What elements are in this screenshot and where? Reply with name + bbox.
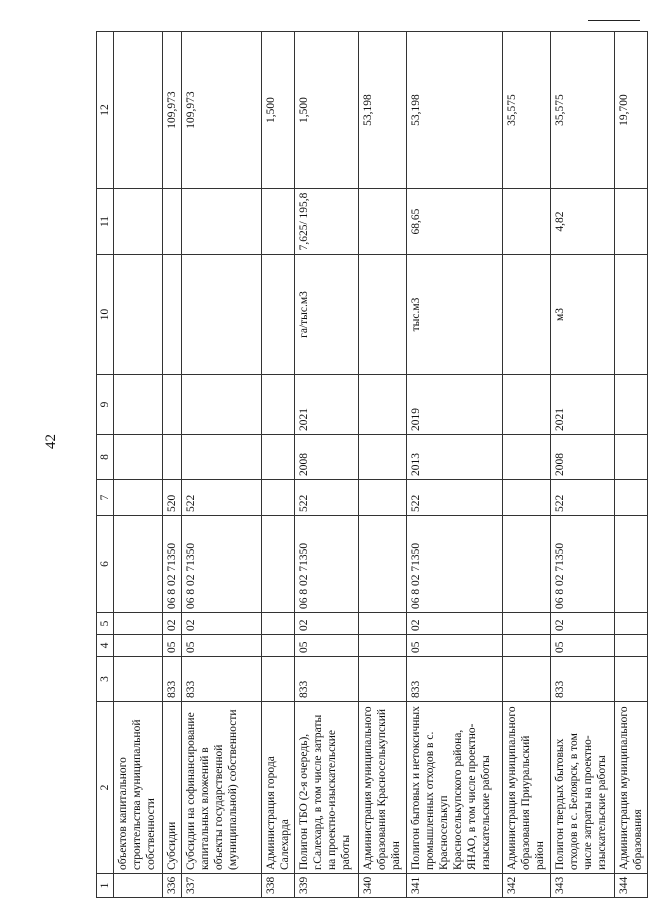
- row-name: Администрация муниципального образования Приуральский район: [503, 702, 551, 874]
- cell-grbs: [503, 657, 551, 702]
- table-row: [182, 32, 262, 898]
- cell-subsection: 02: [163, 613, 182, 635]
- row-name: Субсидии: [163, 702, 182, 874]
- cell-target-article: 06 8 02 71350: [407, 516, 503, 613]
- header-row: [97, 32, 114, 898]
- cell-capacity: 7,625/ 195,8: [295, 189, 359, 255]
- row-name: Полигон ТБО (2-я очередь), г.Салехард, в том числе затраты на проектно-изыскательские работы: [295, 702, 359, 874]
- cell-start-year: 2013: [407, 435, 503, 480]
- cell-target-article: [503, 516, 551, 613]
- cell-subsection: 02: [182, 613, 262, 635]
- cell-unit: [359, 255, 407, 375]
- table-row: [359, 32, 407, 898]
- cell-expense-type: 522: [407, 480, 503, 516]
- cell-start-year: [163, 435, 182, 480]
- cell-end-year: 2021: [551, 375, 615, 435]
- cell-capacity: [503, 189, 551, 255]
- table-row: [295, 32, 359, 898]
- cell-grbs: 833: [551, 657, 615, 702]
- header-cell: 10: [97, 255, 114, 375]
- cell-capacity: 4,82: [551, 189, 615, 255]
- row-number: 343: [551, 874, 615, 898]
- cell-amount: 53,198: [359, 32, 407, 189]
- cell-grbs: [114, 657, 163, 702]
- cell-start-year: [114, 435, 163, 480]
- cell-expense-type: [503, 480, 551, 516]
- cell-end-year: [359, 375, 407, 435]
- cell-unit: [182, 255, 262, 375]
- cell-unit: [163, 255, 182, 375]
- row-number: 339: [295, 874, 359, 898]
- header-cell: 6: [97, 516, 114, 613]
- table-row: [163, 32, 182, 898]
- header-cell: 8: [97, 435, 114, 480]
- cell-expense-type: [359, 480, 407, 516]
- cell-expense-type: 520: [163, 480, 182, 516]
- table-row: [407, 32, 503, 898]
- cell-section: 05: [295, 635, 359, 657]
- cell-grbs: [359, 657, 407, 702]
- header-cell: 3: [97, 657, 114, 702]
- cell-start-year: 2008: [551, 435, 615, 480]
- cell-subsection: 02: [295, 613, 359, 635]
- table-row: [503, 32, 551, 898]
- cell-end-year: [182, 375, 262, 435]
- cell-capacity: [359, 189, 407, 255]
- row-number: 338: [262, 874, 295, 898]
- cell-expense-type: [114, 480, 163, 516]
- cell-capacity: [114, 189, 163, 255]
- cell-section: [359, 635, 407, 657]
- cell-unit: [114, 255, 163, 375]
- page-number: 42: [43, 434, 59, 449]
- header-cell: 2: [97, 702, 114, 874]
- header-cell: 1: [97, 874, 114, 898]
- row-number: 337: [182, 874, 262, 898]
- cell-unit: тыс.м3: [407, 255, 503, 375]
- table-row: [615, 32, 648, 898]
- cell-amount: 53,198: [407, 32, 503, 189]
- cell-capacity: [182, 189, 262, 255]
- row-number: [114, 874, 163, 898]
- table-row: [114, 32, 163, 898]
- cell-target-article: [359, 516, 407, 613]
- cell-target-article: [114, 516, 163, 613]
- cell-end-year: [114, 375, 163, 435]
- cell-target-article: 06 8 02 71350: [182, 516, 262, 613]
- cell-grbs: 833: [295, 657, 359, 702]
- cell-amount: 19,700: [615, 32, 648, 189]
- cell-amount: 109,973: [163, 32, 182, 189]
- cell-subsection: 02: [407, 613, 503, 635]
- cell-subsection: [262, 613, 295, 635]
- cell-start-year: [503, 435, 551, 480]
- cell-end-year: 2021: [295, 375, 359, 435]
- cell-end-year: 2019: [407, 375, 503, 435]
- cell-grbs: [615, 657, 648, 702]
- cell-unit: [615, 255, 648, 375]
- cell-grbs: 833: [407, 657, 503, 702]
- cell-end-year: [163, 375, 182, 435]
- cell-unit: [262, 255, 295, 375]
- cell-start-year: [262, 435, 295, 480]
- cell-amount: 109,973: [182, 32, 262, 189]
- table-row: [262, 32, 295, 898]
- cell-expense-type: 522: [295, 480, 359, 516]
- row-name: Администрация муниципального образования: [615, 702, 648, 874]
- cell-subsection: [503, 613, 551, 635]
- cell-start-year: [615, 435, 648, 480]
- row-number: 340: [359, 874, 407, 898]
- cell-grbs: [262, 657, 295, 702]
- cell-capacity: [163, 189, 182, 255]
- cell-amount: [114, 32, 163, 189]
- cell-subsection: [615, 613, 648, 635]
- cell-section: [114, 635, 163, 657]
- budget-table: [96, 31, 648, 898]
- cell-unit: [503, 255, 551, 375]
- cell-target-article: 06 8 02 71350: [163, 516, 182, 613]
- header-cell: 11: [97, 189, 114, 255]
- cell-expense-type: 522: [551, 480, 615, 516]
- cell-capacity: [615, 189, 648, 255]
- header-cell: 5: [97, 613, 114, 635]
- cell-section: 05: [407, 635, 503, 657]
- cell-start-year: [182, 435, 262, 480]
- cell-section: 05: [163, 635, 182, 657]
- row-number: 342: [503, 874, 551, 898]
- cell-unit: га/тыс.м3: [295, 255, 359, 375]
- cell-grbs: 833: [182, 657, 262, 702]
- cell-start-year: [359, 435, 407, 480]
- row-name: Субсидии на софинансирование капитальных вложений в объекты государственной (муниципальной) собственности: [182, 702, 262, 874]
- row-number: 336: [163, 874, 182, 898]
- cell-amount: 1,500: [295, 32, 359, 189]
- header-cell: 12: [97, 32, 114, 189]
- cell-amount: 35,575: [551, 32, 615, 189]
- cell-target-article: [262, 516, 295, 613]
- cell-section: [503, 635, 551, 657]
- cell-section: [615, 635, 648, 657]
- cell-start-year: 2008: [295, 435, 359, 480]
- cell-capacity: [262, 189, 295, 255]
- header-cell: 7: [97, 480, 114, 516]
- cell-amount: 35,575: [503, 32, 551, 189]
- cell-target-article: 06 8 02 71350: [551, 516, 615, 613]
- header-cell: 4: [97, 635, 114, 657]
- cell-expense-type: [615, 480, 648, 516]
- cell-target-article: 06 8 02 71350: [295, 516, 359, 613]
- row-name: Администрация муниципального образования Красноселькупский район: [359, 702, 407, 874]
- row-name: Администрация города Салехарда: [262, 702, 295, 874]
- cell-unit: м3: [551, 255, 615, 375]
- row-name: объектов капитального строительства муниципальной собственности: [114, 702, 163, 874]
- cell-subsection: [114, 613, 163, 635]
- cell-expense-type: [262, 480, 295, 516]
- page-area: [96, 32, 645, 898]
- cell-amount: 1,500: [262, 32, 295, 189]
- header-cell: 9: [97, 375, 114, 435]
- cell-subsection: [359, 613, 407, 635]
- cell-end-year: [503, 375, 551, 435]
- rotated-table-wrapper: [96, 32, 645, 898]
- cell-section: [262, 635, 295, 657]
- row-name: Полигон твердых бытовых отходов в с. Белоярск, в том числе затраты на проектно-изыскательские работы: [551, 702, 615, 874]
- row-name: Полигон бытовых и нетоксичных промышленных отходов в с. Красноселькуп Красноселькупского района, ЯНАО, в том числе проектно-изыскательские работы: [407, 702, 503, 874]
- cell-section: 05: [182, 635, 262, 657]
- row-number: 341: [407, 874, 503, 898]
- row-number: 344: [615, 874, 648, 898]
- cell-target-article: [615, 516, 648, 613]
- cell-grbs: 833: [163, 657, 182, 702]
- cell-section: 05: [551, 635, 615, 657]
- cell-expense-type: 522: [182, 480, 262, 516]
- table-row: [551, 32, 615, 898]
- top-rule: [588, 20, 640, 21]
- cell-end-year: [615, 375, 648, 435]
- cell-capacity: 68,65: [407, 189, 503, 255]
- cell-subsection: 02: [551, 613, 615, 635]
- cell-end-year: [262, 375, 295, 435]
